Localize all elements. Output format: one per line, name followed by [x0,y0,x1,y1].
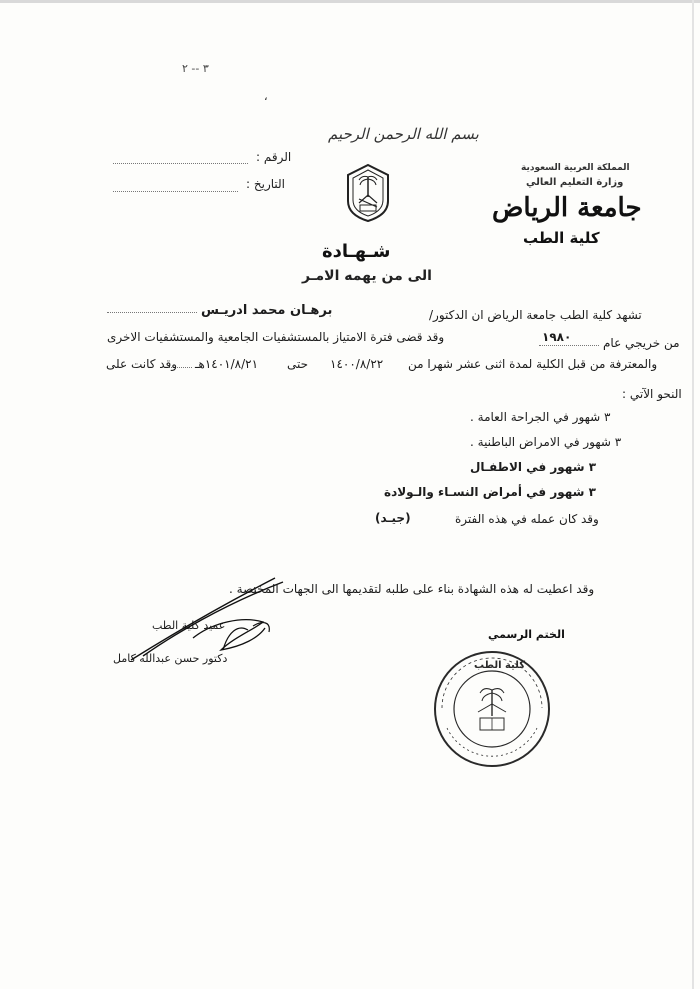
performance-prefix: وقد كان عمله في هذه الفترة [455,512,599,526]
year-dotline [539,345,599,346]
name-trailing-dotline [107,312,197,313]
certificate-title: شـهـادة [322,241,391,262]
line3-prefix: والمعترفة من قبل الكلية لمدة اثنى عشر شهرا من [408,357,658,371]
rotation-item-3: ٣ شهور في الاطفـال [470,460,597,474]
stray-mark-icon: ، [264,90,268,103]
closing-statement: وقد اعطيت له هذه الشهادة بناء على طلبه لتقديمها الى الجهات المختصة . [229,582,595,596]
stamp-label: الختم الرسمي [488,628,565,641]
line4: النحو الآتي : [622,387,682,401]
basmala: بسم الله الرحمن الرحيم [328,125,479,143]
to-whom-heading: الى من يهمه الامـر [302,268,432,284]
dean-name: دكتور حسن عبدالله كامل [113,652,228,665]
graduation-year: ١٩٨٠ [542,330,572,344]
date-label: التاريخ : [246,177,286,191]
scan-top-mark: ٣ -- ٢ [182,62,209,75]
ministry-label: وزارة التعليم العالي [526,177,624,188]
scan-edge-top [0,0,700,3]
performance-grade: (جيـد) [375,511,411,525]
rotation-item-2: ٣ شهور في الامراض الباطنية . [470,435,622,449]
university-emblem-icon [345,163,391,223]
dean-title: عميد كلية الطب [152,619,226,632]
date-field-dotline [113,191,238,192]
scan-edge-right [692,0,694,989]
doctor-name: برهـان محمد ادريـس [201,303,333,318]
number-field-dotline [113,163,248,164]
kingdom-label: المملكة العربية السعودية [521,163,630,173]
line3-suffix: وقد كانت على [106,357,178,371]
number-label: الرقم : [256,150,292,164]
rotation-item-1: ٣ شهور في الجراحة العامة . [470,410,611,424]
line2-prefix: من خريجي عام [603,336,680,350]
body-line-1: تشهد كلية الطب جامعة الرياض ان الدكتور/ [429,308,642,322]
line2-suffix: وقد قضى فترة الامتياز بالمستشفيات الجامعية والمستشفيات الاخرى [107,330,445,344]
signature-scrawl-icon [103,560,303,680]
rotation-item-4: ٣ شهور في أمراض النسـاء والـولادة [384,485,596,499]
end-date: ١٤٠١/٨/٢١هـ [195,357,259,371]
start-date: ١٤٠٠/٨/٢٢ [330,357,384,371]
line3-mid: حتى [287,357,309,371]
stamp-center-text: كلية الطب [474,660,526,671]
university-name: جامعة الرياض [492,193,642,223]
college-name: كلية الطب [523,229,600,247]
